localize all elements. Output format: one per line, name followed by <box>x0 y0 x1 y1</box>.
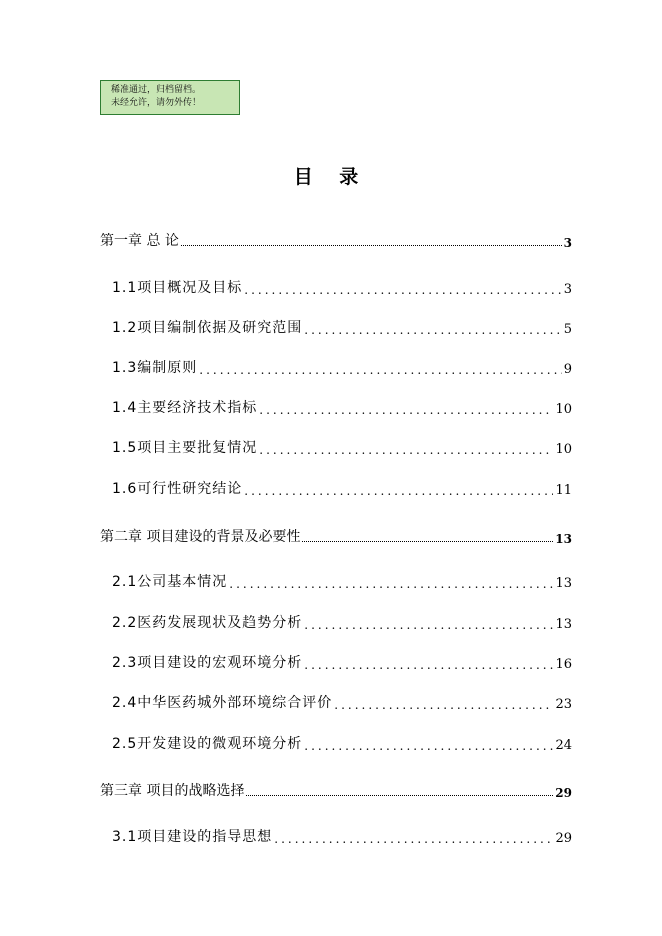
toc-label: 2.4中华医药城外部环境综合评价 <box>112 695 333 711</box>
toc-section-2-2[interactable] <box>112 612 572 632</box>
approval-stamp <box>100 80 240 115</box>
toc-leader <box>304 618 553 632</box>
toc-label: 2.3项目建设的宏观环境分析 <box>112 655 303 671</box>
toc-section-3-1[interactable] <box>112 826 572 846</box>
toc-leader <box>199 363 561 377</box>
toc-leader <box>334 698 553 712</box>
toc-section-1-6[interactable] <box>112 478 572 498</box>
toc-label: 第二章 项目建设的背景及必要性 <box>100 529 301 545</box>
toc-section-2-3[interactable] <box>112 652 572 672</box>
toc-leader <box>244 283 561 297</box>
toc-label: 1.1项目概况及目标 <box>112 280 243 296</box>
toc-page-number: 9 <box>563 362 572 377</box>
stamp-line-2: 未经允许，请勿外传！ <box>111 98 202 108</box>
toc-label: 1.3编制原则 <box>112 360 198 376</box>
toc-leader <box>304 739 553 753</box>
toc-page-number: 13 <box>555 532 572 546</box>
toc-page-number: 29 <box>555 831 572 846</box>
toc-leader <box>304 658 553 672</box>
toc-chapter-2[interactable] <box>100 526 572 546</box>
toc-label: 2.1公司基本情况 <box>112 574 228 590</box>
toc-page-number: 10 <box>555 402 572 417</box>
toc-page-number: 16 <box>555 657 572 672</box>
toc-label: 1.6可行性研究结论 <box>112 481 243 497</box>
toc-label: 2.5开发建设的微观环境分析 <box>112 736 303 752</box>
toc-label: 第三章 项目的战略选择 <box>100 783 245 799</box>
toc-leader <box>244 484 553 498</box>
toc-section-2-4[interactable] <box>112 692 572 712</box>
toc-leader <box>274 832 553 846</box>
toc-leader <box>229 577 553 591</box>
toc-leader <box>246 794 553 796</box>
toc-page-number: 24 <box>555 738 572 753</box>
toc-page-number: 5 <box>563 322 572 337</box>
stamp-line-1: 稀准通过，归档留档。 <box>111 85 202 95</box>
toc-leader <box>259 403 553 417</box>
toc-page-number: 23 <box>555 697 572 712</box>
toc-leader <box>181 244 562 246</box>
toc-leader <box>259 443 553 457</box>
toc-leader <box>302 540 553 542</box>
toc-section-1-5[interactable] <box>112 437 572 457</box>
toc-section-2-5[interactable] <box>112 733 572 753</box>
toc-section-1-4[interactable] <box>112 397 572 417</box>
toc-section-1-2[interactable] <box>112 317 572 337</box>
toc-label: 1.5项目主要批复情况 <box>112 440 258 456</box>
toc-label: 2.2医药发展现状及趋势分析 <box>112 615 303 631</box>
toc-page-number: 13 <box>555 617 572 632</box>
toc-section-1-3[interactable] <box>112 357 572 377</box>
toc-leader <box>304 323 561 337</box>
toc-page-number: 3 <box>563 282 572 297</box>
toc-page-number: 29 <box>555 786 572 800</box>
toc-label: 1.4主要经济技术指标 <box>112 400 258 416</box>
toc-chapter-1[interactable] <box>100 230 572 250</box>
toc-page-number: 10 <box>555 442 572 457</box>
toc-page-number: 3 <box>563 236 572 250</box>
toc-title: 目 录 <box>293 166 369 188</box>
toc-section-2-1[interactable] <box>112 571 572 591</box>
toc-label: 1.2项目编制依据及研究范围 <box>112 320 303 336</box>
toc-label: 3.1项目建设的指导思想 <box>112 829 273 845</box>
toc-label: 第一章 总 论 <box>100 233 179 249</box>
toc-chapter-3[interactable] <box>100 780 572 800</box>
toc-page-number: 13 <box>555 576 572 591</box>
toc-page-number: 11 <box>555 483 572 498</box>
toc-section-1-1[interactable] <box>112 277 572 297</box>
